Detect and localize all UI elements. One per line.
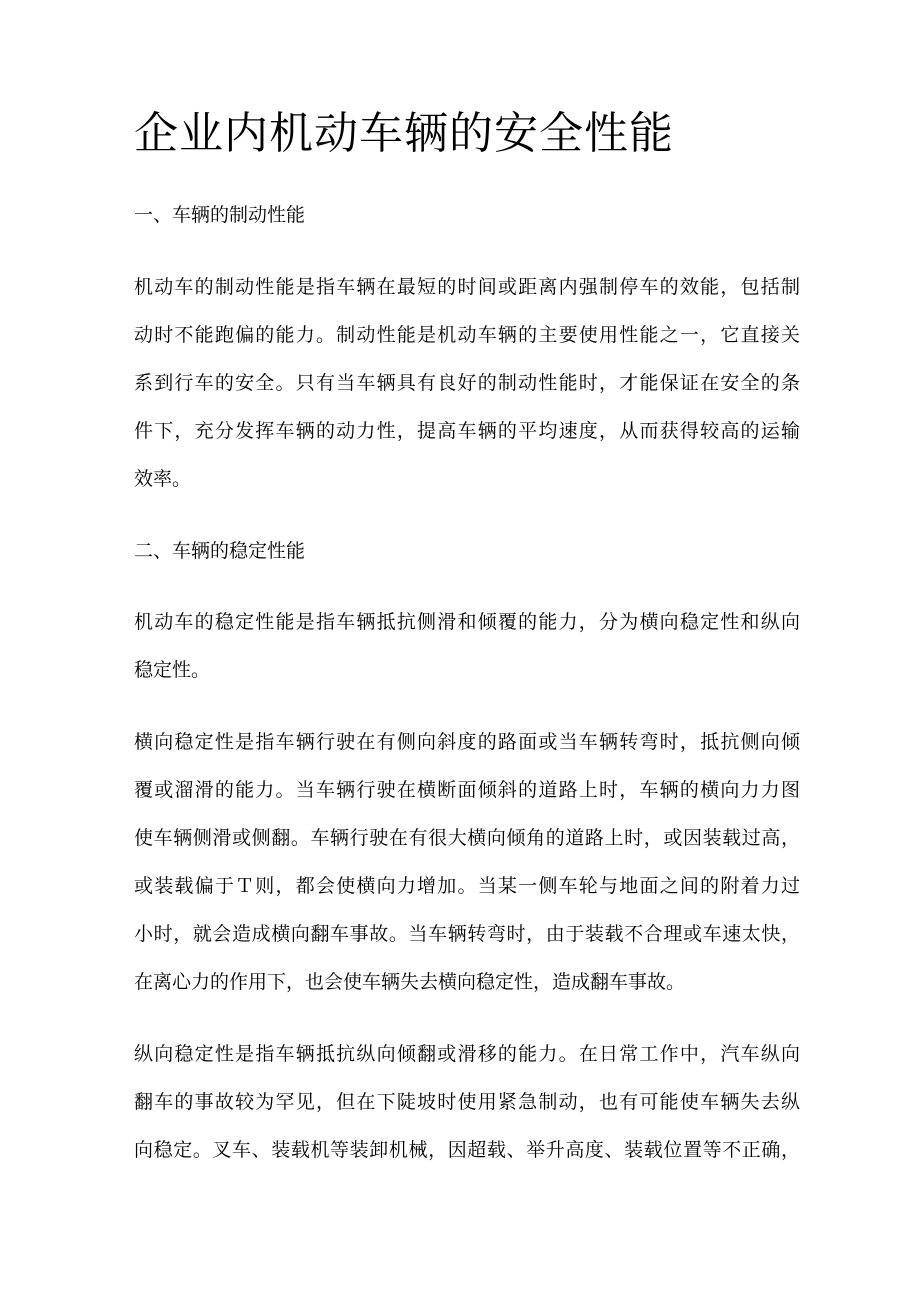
text-line: 机动车的制动性能是指车辆在最短的时间或距离内强制停车的效能，包括制 — [134, 276, 800, 298]
text-line: 纵向稳定性是指车辆抵抗纵向倾翻或滑移的能力。在日常工作中，汽车纵向 — [134, 1043, 800, 1065]
paragraph-stability-intro — [134, 598, 800, 694]
text-line: 横向稳定性是指车辆行驶在有侧向斜度的路面或当车辆转弯时，抵抗侧向倾 — [134, 731, 800, 753]
paragraph-lateral-stability — [134, 718, 800, 1006]
text-line: 件下，充分发挥车辆的动力性，提高车辆的平均速度，从而获得较高的运输 — [134, 420, 800, 442]
text-line: 或装载偏于Ｔ则，都会使横向力增加。当某一侧车轮与地面之间的附着力过 — [134, 875, 800, 897]
text-line: 机动车的稳定性能是指车辆抵抗侧滑和倾覆的能力，分为横向稳定性和纵向 — [134, 611, 800, 633]
text-line: 使车辆侧滑或侧翻。车辆行驶在有很大横向倾角的道路上时，或因装载过高， — [134, 827, 800, 849]
text-line: 效率。 — [134, 468, 192, 490]
section-heading-braking: 一、车辆的制动性能 — [134, 204, 306, 226]
text-line: 系到行车的安全。只有当车辆具有良好的制动性能时，才能保证在安全的条 — [134, 372, 800, 394]
text-line: 翻车的事故较为罕见，但在下陡坡时使用紧急制动，也有可能使车辆失去纵 — [134, 1091, 800, 1113]
paragraph-longitudinal-stability — [134, 1030, 800, 1174]
text-line: 稳定性。 — [134, 659, 211, 681]
text-line: 向稳定。叉车、装载机等装卸机械，因超载、举升高度、装载位置等不正确， — [134, 1139, 800, 1161]
paragraph-braking — [134, 263, 800, 503]
text-line: 动时不能跑偏的能力。制动性能是机动车辆的主要使用性能之一，它直接关 — [134, 324, 800, 346]
text-line: 覆或溜滑的能力。当车辆行驶在横断面倾斜的道路上时，车辆的横向力力图 — [134, 779, 800, 801]
text-line: 小时，就会造成横向翻车事故。当车辆转弯时，由于装载不合理或车速太快， — [134, 923, 800, 945]
section-heading-stability: 二、车辆的稳定性能 — [134, 540, 306, 562]
document-title: 企业内机动车辆的安全性能 — [134, 108, 674, 159]
text-line: 在离心力的作用下，也会使车辆失去横向稳定性，造成翻车事故。 — [134, 971, 686, 993]
